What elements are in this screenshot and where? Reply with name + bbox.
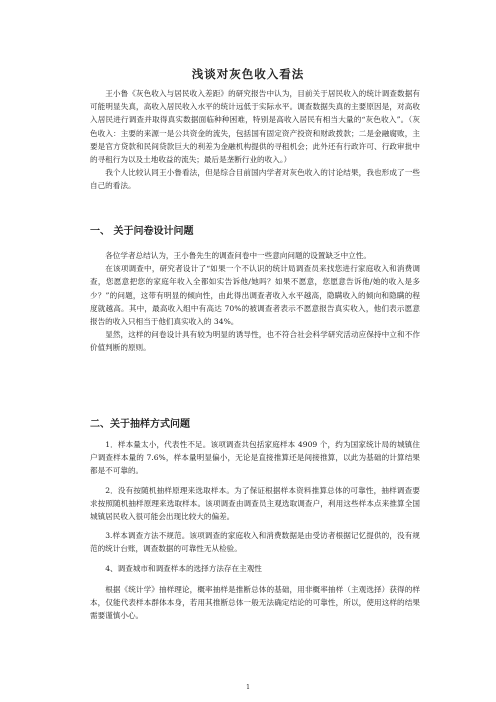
section-2-body (90, 438, 420, 622)
intro-paragraph-1: 王小鲁《灰色收入与居民收入差距》的研究报告中认为，目前关于居民收入的统计调查数据有可能明显失真，高收入居民收入水平的统计远低于实际水平。调查数据失真的主要原因是，对高收入居民进行调查并取得真实数据面临种种困难，特别是高收入居民有相当大量的“灰色收入”。（灰色收入：主要的来源一是公共资金的流失，包括国有固定资产投资和财政拨款；二是金融腐败，主要是官方贷款和民间贷款巨大的利差为金融机构提供的寻租机会；此外还有行政许可、行政审批中的寻租行为以及土地收益的流失；最后是垄断行业的收入。） (90, 89, 420, 165)
section-2-paragraph-5: 根据《统计学》抽样理论，概率抽样是推断总体的基础，用非概率抽样（主观选择）获得的样本，仅能代表样本群体本身，若用其推断总体一般无法确定结论的可靠性，所以，使用这样的结果需要谨慎小心。 (90, 584, 420, 621)
section-2-heading: 二、关于抽样方式问题 (90, 419, 190, 430)
section-1-heading: 一、 关于问卷设计问题 (90, 226, 194, 237)
section-1-paragraph-3: 显然，这样的问卷设计具有较为明显的诱导性，也不符合社会科学研究活动应保持中立和不作价值判断的原则。 (90, 330, 420, 353)
intro-paragraph-2: 我个人比较认同王小鲁看法，但是综合目前国内学者对灰色收入的讨论结果，我也形成了一些自己的看法。 (90, 168, 420, 191)
section-2-paragraph-1: 1．样本量太小，代表性不足。该项调查共包括家庭样本 4909 个，约为国家统计局的城镇住户调查样本量的 7.6%，样本量明显偏小，无论是直接推算还是间接推算，以此为基础的计算结果都是不可靠的。 (90, 440, 420, 476)
section-2-paragraph-3: 3.样本调查方法不规范。该项调查的家庭收入和消费数据是由受访者根据记忆提供的，没有规范的统计台账，调查数据的可靠性无从检验。 (90, 531, 420, 554)
section-1-paragraph-2: 在该项调查中，研究者设计了“如果一个不认识的统计局调查员来找您进行家庭收入和消费调查，您愿意把您的家庭年收入全都如实告诉他/她吗？如果不愿意，您愿意告诉他/她的收入是多少？”的问题，这带有明显的倾向性，由此得出调查者收入水平越高，隐瞒收入的倾向和隐瞒的程度就越高。其中，最高收入组中有高达 70%的被调查者表示不愿意报告真实收入，他们表示愿意报告的收入只相当于他们真实收入的 34%。 (90, 264, 420, 327)
section-1-body (90, 249, 420, 355)
section-1-paragraph-1: 各位学者总结认为，王小鲁先生的调查问卷中一些意向问题的设置缺乏中立性。 (105, 251, 371, 260)
page-number: 1 (246, 684, 250, 691)
section-2-paragraph-2: 2．没有按随机抽样原理来选取样本。为了保证根据样本资料推算总体的可靠性，抽样调查要求按照随机抽样原理来选取样本。该项调查由调查员主观选取调查户，利用这些样本点来推算全国城镇居民收入很可能会出现比较大的偏差。 (90, 485, 420, 522)
document-title: 浅谈对灰色收入看法 (191, 67, 305, 81)
intro-section (90, 87, 420, 193)
section-2-paragraph-4: 4、调查城市和调查样本的选择方法存在主观性 (105, 563, 262, 573)
